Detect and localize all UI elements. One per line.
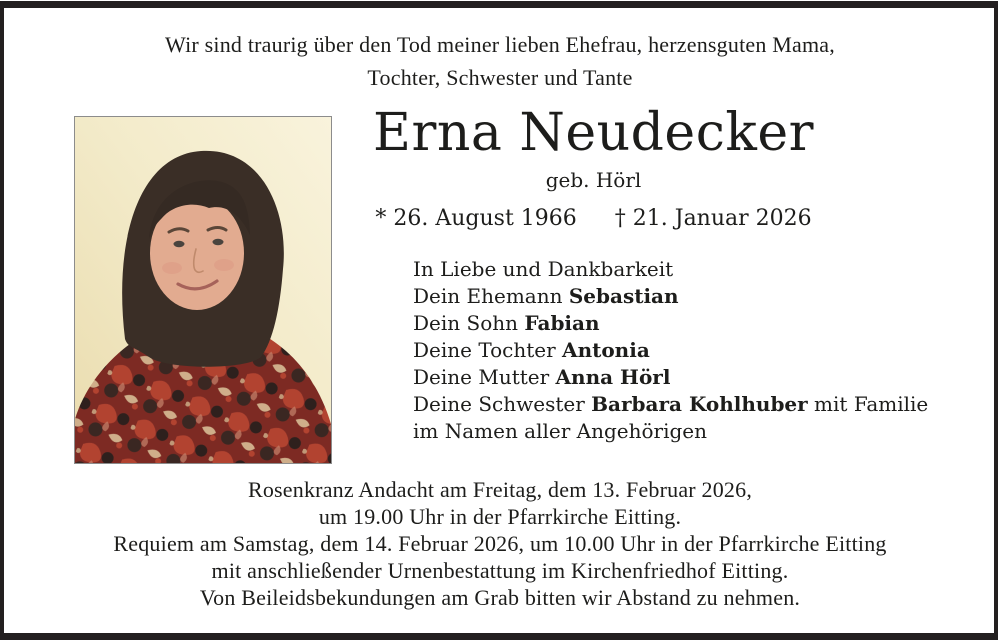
death-cross-icon: † [614, 206, 626, 231]
intro-line-2: Tochter, Schwester und Tante [367, 65, 633, 90]
tribute-line: Dein Ehemann Sebastian [413, 284, 679, 308]
mourners-list [350, 256, 929, 445]
tribute-line: Dein Sohn Fabian [413, 311, 600, 335]
death-group [615, 206, 812, 231]
maiden-name: geb. Hörl [545, 168, 642, 192]
funeral-line: Requiem am Samstag, dem 14. Februar 2026, um 10.00 Uhr in der Pfarrkirche Eitting [113, 531, 887, 556]
birth-star-icon: * [375, 206, 387, 231]
intro-line-1: Wir sind traurig über den Tod meiner lieben Ehefrau, herzensguten Mama, [165, 32, 835, 57]
portrait-photo [74, 116, 332, 464]
funeral-information [0, 476, 1000, 611]
intro-text [0, 28, 1000, 94]
notice-main-column [350, 102, 929, 445]
tribute-line: Deine Schwester Barbara Kohlhuber mit Familie [413, 392, 929, 416]
tribute-line: Deine Tochter Antonia [413, 338, 650, 362]
portrait-illustration [75, 117, 331, 463]
life-dates [350, 205, 837, 232]
birth-date: 26. August 1966 [393, 206, 577, 231]
birth-group [375, 206, 576, 231]
tribute-line: In Liebe und Dankbarkeit [413, 257, 674, 281]
funeral-line: um 19.00 Uhr in der Pfarrkirche Eitting. [318, 504, 682, 529]
funeral-line: mit anschließender Urnenbestattung im Kirchenfriedhof Eitting. [211, 558, 789, 583]
funeral-line: Von Beileidsbekundungen am Grab bitten wir Abstand zu nehmen. [199, 585, 801, 610]
deceased-name: Erna Neudecker [373, 103, 814, 163]
funeral-line: Rosenkranz Andacht am Freitag, dem 13. Februar 2026, [247, 477, 753, 502]
tribute-line: im Namen aller Angehörigen [413, 419, 708, 443]
tribute-line: Deine Mutter Anna Hörl [413, 365, 671, 389]
death-date: 21. Januar 2026 [632, 206, 812, 231]
